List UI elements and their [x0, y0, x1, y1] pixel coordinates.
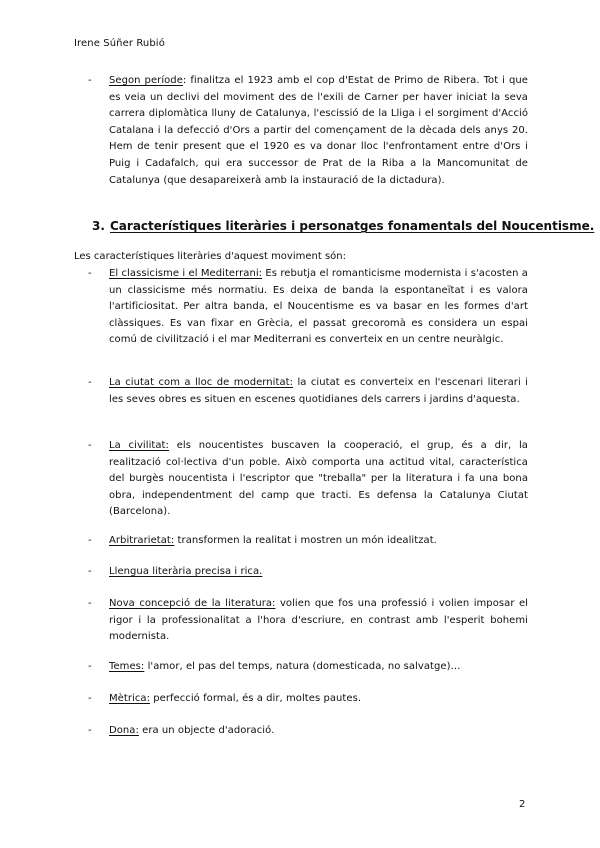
list-item-term: Segon període	[109, 75, 183, 86]
list-item-body: : finalitza el 1923 amb el cop d'Estat de Primo de Ribera. Tot i que es veia un declivi del moviment des de l'exili de Carner per haver iniciat la seva carrera diplomàtica lluny de Catalunya, l'escissió de la Lliga i el sorgiment d'Acció Catalana i la defecció d'Ors a partir del començament de la dècada dels anys 20. Hem de tenir present que el 1920 es va donar lloc l'enfrontament entre d'Ors i Puig i Cadafalch, qui era successor de Prat de la Riba a la Mancomunitat de Catalunya (que desapareixerà amb la instauració de la dictadura).	[109, 75, 529, 186]
list-item-term: Arbitrarietat:	[109, 535, 175, 546]
list-item-civilitat	[88, 438, 528, 521]
list-item-classicisme	[88, 266, 528, 349]
bullet-marker: -	[88, 693, 92, 704]
list-item-term: Mètrica:	[109, 693, 150, 704]
list-item-text	[109, 596, 528, 646]
list-item-body: els noucentistes buscaven la cooperació, el grup, és a dir, la realització col·lectiva d'un poble. Això comporta una actitud vital, característica del burgès noucentista i l'escriptor que "treballa" per la literatura i fa una bona obra, independentment del camp que tracti. Es defensa la Catalunya Ciutat (Barcelona).	[109, 440, 528, 518]
list-item-dona	[88, 723, 528, 740]
list-item-arbitrarietat	[88, 533, 528, 550]
list-item-text	[109, 533, 528, 550]
bullet-marker: -	[88, 725, 92, 736]
list-item-term: Dona:	[109, 725, 139, 736]
list-item-body: volien que fos una professió i volien imposar el rigor i la professionalitat a l'hora d'escriure, en contrast amb l'esperit bohemi modernista.	[109, 598, 528, 643]
list-item-text	[109, 564, 528, 581]
list-item-text	[109, 691, 528, 708]
section-number: 3.	[92, 219, 105, 233]
list-item-body: Es rebutja el romanticisme modernista i s'acosten a un classicisme més normatiu. Es deixa de banda la espontaneïtat i es valora l'artificiositat. Per altra banda, el Noucentisme es va basar en les formes d'art clàssiques. Es van fixar en Grècia, el passat grecoromà es considera un espai comú de civilització i el mar Mediterrani es converteix en un centre neuràlgic.	[109, 268, 528, 346]
list-item-text	[109, 659, 528, 676]
list-item-term: Temes:	[109, 661, 145, 672]
list-item-body: perfecció formal, és a dir, moltes pautes.	[150, 693, 362, 704]
list-item-nova-concepcio	[88, 596, 528, 646]
list-item-text	[109, 438, 528, 521]
list-item-body: la ciutat es converteix en l'escenari literari i les seves obres es situen en escenes quotidianes dels carrers i jardins d'aquesta.	[109, 377, 529, 405]
section-title: Característiques literàries i personatges fonamentals del Noucentisme.	[110, 219, 595, 233]
bullet-marker: -	[88, 377, 92, 388]
list-item-metrica	[88, 691, 528, 708]
list-item-term: Llengua literària precisa i rica.	[109, 566, 263, 577]
bullet-marker: -	[88, 268, 92, 279]
list-item-body: transformen la realitat i mostren un món idealitzat.	[174, 535, 437, 546]
list-item-ciutat	[88, 375, 528, 408]
section-heading	[92, 219, 594, 233]
bullet-marker: -	[88, 566, 92, 577]
bullet-marker: -	[88, 535, 92, 546]
bullet-marker: -	[88, 440, 92, 451]
list-item-body: l'amor, el pas del temps, natura (domesticada, no salvatge)…	[144, 661, 461, 672]
page-number: 2	[519, 799, 526, 810]
list-item-term: El classicisme i el Mediterrani:	[109, 268, 263, 279]
list-item-text	[109, 375, 528, 408]
list-item-term: La ciutat com a lloc de modernitat:	[109, 377, 294, 388]
list-item-segon-periode	[88, 73, 528, 189]
intro-paragraph: Les característiques literàries d'aquest moviment són:	[74, 251, 346, 262]
bullet-marker: -	[88, 661, 92, 672]
list-item-body: era un objecte d'adoració.	[138, 725, 275, 736]
header-author: Irene Súñer Rubió	[74, 38, 165, 49]
list-item-llengua	[88, 564, 528, 581]
list-item-term: La civilitat:	[109, 440, 169, 451]
list-item-term: Nova concepció de la literatura:	[109, 598, 276, 609]
list-item-temes	[88, 659, 528, 676]
bullet-marker: -	[88, 75, 92, 86]
list-item-text	[109, 723, 528, 740]
bullet-marker: -	[88, 598, 92, 609]
list-item-text	[109, 73, 528, 189]
list-item-text	[109, 266, 528, 349]
